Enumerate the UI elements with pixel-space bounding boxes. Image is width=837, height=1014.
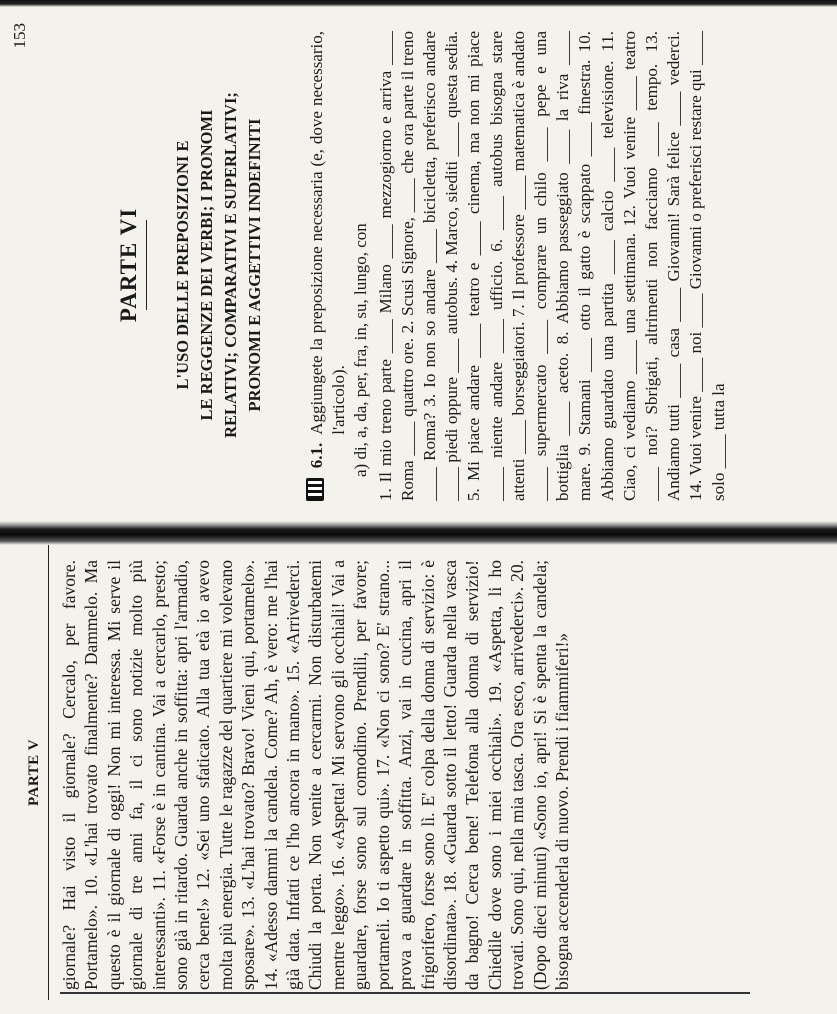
part-title: PARTE VI bbox=[116, 207, 141, 323]
page-number: 153 bbox=[10, 23, 29, 49]
body-text: giornale? Hai visto il giornale? Cercalo, per favore. Portamelo». 10. «L'hai trovato finalmente? Dammelo. Ma questo è il giornale di oggi! Non mi interessa. Mi serve il giornale di tre anni fa, il ci sono notizie molto più interessanti». 11. «Forse è in cantina. Vai a cercarlo, presto; sono già in ritardo. Guarda anche in soffitta: apri l'armadio, cerca bene!» 12. «Sei uno sfaticato. Alla tua età io avevo molta più energia. Tutte le ragazze del quartiere mi volevano sposare». 13. «L'hai trovato? Bravo! Vieni qui, portamelo». 14. «Adesso dammi la candela. Come? Ah, è vero: me l'hai già data. Infatti ce l'ho ancora in mano». 15. «Arrivederci. Chiudi la porta. Non venite a cercarmi. Non disturbatemi mentre leggo». 16. «Aspetta! Mi servono gli occhiali! Vai a guardare, forse sono sul comodino. Prendili, per favore; portameli. Io ti aspetto qui». 17. «Non ci sono? E' strano... prova a guardare in soffitta. Anzi, vai in cucina, apri il frigorifero, forse sono lì. E' colpa della donna di servizio: è disordinata». 18. «Guarda sotto il letto! Guarda nella vasca da bagno! Cerca bene! Telefona alla donna di servizio! Chiedile dove sono i miei occhiali». 19. «Aspetta, li ho trovati. Sono qui, nella mia tasca. Ora esco, arrivederci». 20. (Dopo dieci minuti) «Sono io, apri! Si è spenta la candela; bisogna accenderla di nuovo. Prendi i fiammiferi!» bbox=[59, 560, 572, 990]
exercise-6-1 bbox=[306, 31, 730, 501]
exercise-text: 1. Il mio treno parte ____ Milano ____ mezzogiorno e arriva ____ Roma ____ quattro ore. 2. Scusi Signore, ____ che ora parte il treno ____ Roma? 3. Io non so andare ____ bicicletta, preferisco andare ____ piedi oppure ____ autobus. 4. Marco, siediti ____ questa sedia. 5. Mi piace andare ____ teatro e ____ cinema, ma non mi piace ____ niente andare ____ ufficio. 6. ____ autobus bisogna stare attenti ____ borseggiatori. 7. Il professore ____ matematica è andato ____ supermercato ____ comprare un chilo ____ pepe e una bottiglia ____ aceto. 8. Abbiamo passeggiato ____ la riva ____ mare. 9. Stamani ____ otto il gatto è scappato ____ finestra. 10. Abbiamo guardato una partita ____ calcio ____ televisione. 11. Ciao, ci vediamo ____ una settimana. 12. Vuoi venire ____ teatro ____ noi? Sbrigati, altrimenti non facciamo ____ tempo. 13. Andiamo tutti ____ casa ____ Giovanni! Sarà felice ____ vederci. 14. Vuoi venire ____ noi ____ Giovanni o preferisci restare qui ____ solo ____ tutta la bbox=[375, 31, 728, 501]
running-head-rule bbox=[48, 545, 49, 1000]
page-parte-vi bbox=[6, 15, 826, 515]
book-spine-gutter bbox=[0, 521, 837, 545]
exercise-number: 6.1. bbox=[307, 442, 326, 469]
part-title-underline bbox=[146, 220, 147, 310]
chapter-title-line: PRONOMI E AGGETTIVI INDEFINITI bbox=[245, 118, 264, 412]
exercise-subhead: a) di, a, da, per, fra, in, su, lungo, con bbox=[351, 223, 371, 477]
chapter-title-line: RELATIVI; COMPARATIVI E SUPERLATIVI; bbox=[221, 92, 240, 438]
part-heading bbox=[116, 15, 147, 515]
page-edge-shadow bbox=[0, 0, 837, 7]
page-parte-v bbox=[18, 545, 837, 1000]
exercise-header bbox=[306, 31, 350, 501]
audio-cassette-icon bbox=[306, 478, 324, 501]
chapter-title-line: L'USO DELLE PREPOSIZIONI E bbox=[173, 140, 192, 390]
chapter-title-line: LE REGGENZE DEI VERBI; I PRONOMI bbox=[197, 109, 216, 421]
exercise-instruction: Aggiungete la preposizione necessaria (e, dove necessario, l'articolo). bbox=[307, 31, 349, 435]
chapter-title bbox=[171, 15, 267, 515]
running-head: PARTE V bbox=[26, 739, 42, 807]
